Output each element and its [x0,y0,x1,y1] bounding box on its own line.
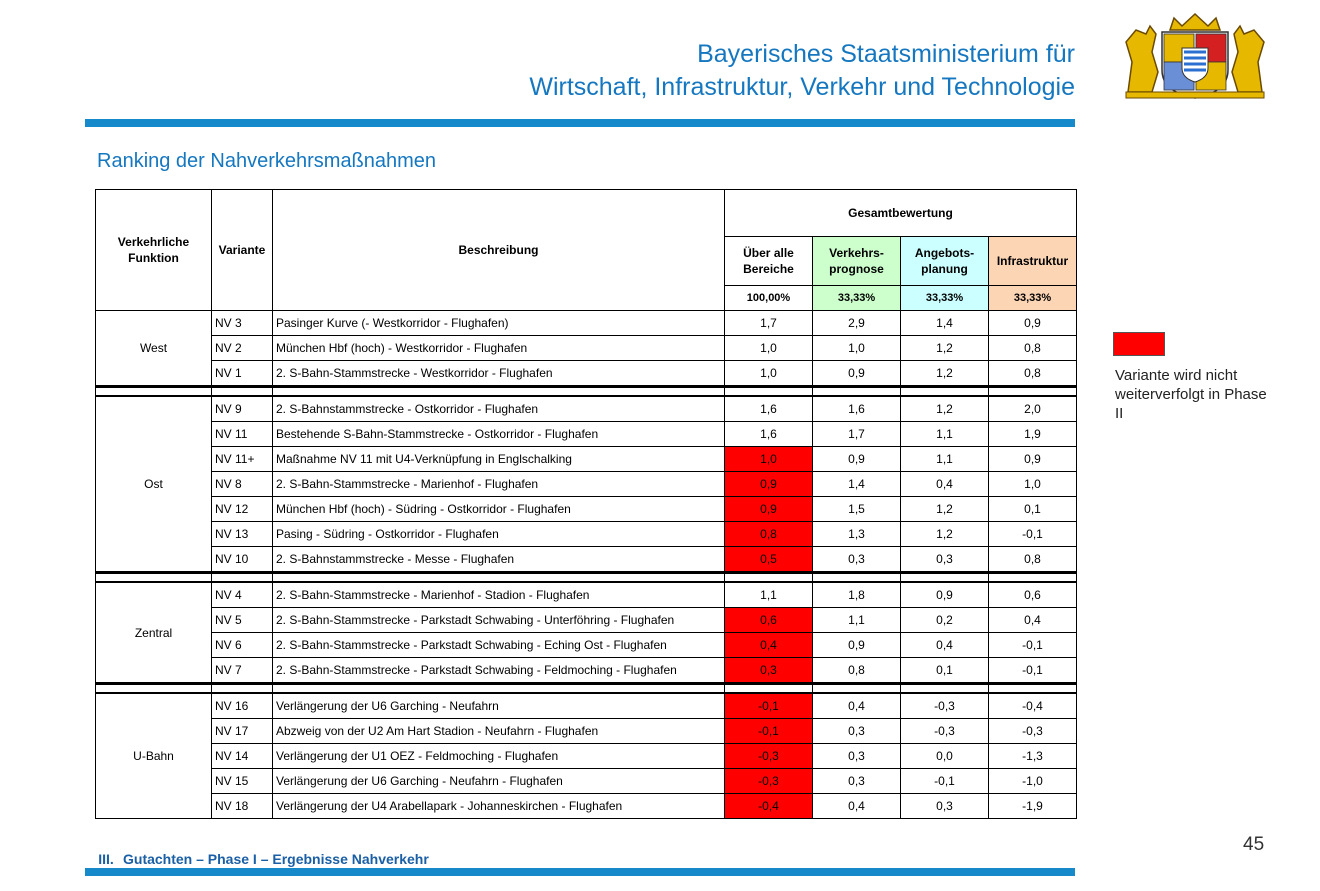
score-overall-cell: 0,6 [725,608,813,633]
score-overall-cell: 0,9 [725,472,813,497]
score-infra-cell: -1,0 [989,769,1077,794]
table-row [96,497,1077,522]
score-overall-cell: 1,1 [725,582,813,608]
table-row [96,744,1077,769]
page-title: Ranking der Nahverkehrsmaßnahmen [97,150,437,172]
separator-cell [273,573,725,583]
separator-cell [989,573,1077,583]
score-angebot-cell: -0,3 [901,693,989,719]
score-verkehr-cell: 0,4 [813,794,901,819]
weight-ueber: 100,00% [725,286,813,311]
variant-cell: NV 3 [212,311,273,336]
separator-cell [989,684,1077,694]
score-infra-cell: 2,0 [989,396,1077,422]
score-overall-cell: 1,6 [725,396,813,422]
ranking-table [95,189,1077,819]
score-infra-cell: 0,8 [989,547,1077,573]
variant-cell: NV 4 [212,582,273,608]
score-infra-cell: -1,9 [989,794,1077,819]
score-overall-cell: -0,3 [725,744,813,769]
page-number: 45 [1243,834,1265,855]
score-verkehr-cell: 0,9 [813,361,901,387]
score-angebot-cell: 1,1 [901,422,989,447]
description-cell: Pasing - Südring - Ostkorridor - Flughafen [273,522,725,547]
score-verkehr-cell: 1,4 [813,472,901,497]
score-infra-cell: 0,9 [989,311,1077,336]
score-infra-cell: 1,0 [989,472,1077,497]
group-separator [96,684,1077,694]
separator-cell [725,387,813,397]
table-row [96,336,1077,361]
score-overall-cell: -0,3 [725,769,813,794]
weight-infra: 33,33% [989,286,1077,311]
table-row [96,719,1077,744]
ministry-line-2: Wirtschaft, Infrastruktur, Verkehr und Technologie [529,73,1075,101]
description-cell: 2. S-Bahn-Stammstrecke - Parkstadt Schwabing - Feldmoching - Flughafen [273,658,725,684]
description-cell: Pasinger Kurve (- Westkorridor - Flughafen) [273,311,725,336]
table-row [96,472,1077,497]
score-angebot-cell: 1,1 [901,447,989,472]
score-overall-cell: -0,1 [725,693,813,719]
separator-cell [96,387,212,397]
group-label: U-Bahn [96,693,212,819]
score-overall-cell: 0,4 [725,633,813,658]
weight-verkehr: 33,33% [813,286,901,311]
score-infra-cell: -0,4 [989,693,1077,719]
variant-cell: NV 11+ [212,447,273,472]
score-verkehr-cell: 0,3 [813,769,901,794]
description-cell: Bestehende S-Bahn-Stammstrecke - Ostkorridor - Flughafen [273,422,725,447]
score-angebot-cell: 1,2 [901,396,989,422]
table-header-row-1 [96,190,1077,237]
score-verkehr-cell: 0,3 [813,547,901,573]
score-verkehr-cell: 0,4 [813,693,901,719]
score-verkehr-cell: 1,7 [813,422,901,447]
table-row [96,769,1077,794]
separator-cell [96,573,212,583]
weight-angebot: 33,33% [901,286,989,311]
score-verkehr-cell: 1,3 [813,522,901,547]
table-row [96,396,1077,422]
variant-cell: NV 13 [212,522,273,547]
description-cell: Maßnahme NV 11 mit U4-Verknüpfung in Englschalking [273,447,725,472]
separator-cell [725,573,813,583]
score-overall-cell: 0,5 [725,547,813,573]
score-infra-cell: -0,1 [989,522,1077,547]
footer [89,851,429,867]
separator-cell [901,573,989,583]
description-cell: Verlängerung der U1 OEZ - Feldmoching - Flughafen [273,744,725,769]
group-label: West [96,311,212,387]
score-infra-cell: 0,9 [989,447,1077,472]
footer-divider [85,868,1075,876]
table-row [96,794,1077,819]
variant-cell: NV 1 [212,361,273,387]
description-cell: Verlängerung der U6 Garching - Neufahrn - Flughafen [273,769,725,794]
header-verkehrsprognose: Verkehrs-prognose [813,237,901,286]
score-verkehr-cell: 0,9 [813,447,901,472]
score-angebot-cell: 1,2 [901,336,989,361]
table-row [96,447,1077,472]
table-row [96,658,1077,684]
score-overall-cell: 1,0 [725,361,813,387]
score-infra-cell: 1,9 [989,422,1077,447]
variant-cell: NV 8 [212,472,273,497]
score-infra-cell: 0,1 [989,497,1077,522]
description-cell: München Hbf (hoch) - Südring - Ostkorridor - Flughafen [273,497,725,522]
footer-text: Gutachten – Phase I – Ergebnisse Nahverkehr [123,851,429,867]
score-angebot-cell: 0,0 [901,744,989,769]
separator-cell [212,684,273,694]
variant-cell: NV 12 [212,497,273,522]
table-row [96,608,1077,633]
score-angebot-cell: 0,4 [901,633,989,658]
score-verkehr-cell: 0,3 [813,744,901,769]
separator-cell [813,387,901,397]
score-angebot-cell: 0,1 [901,658,989,684]
score-verkehr-cell: 2,9 [813,311,901,336]
header-angebotsplanung: Angebots-planung [901,237,989,286]
score-overall-cell: 0,9 [725,497,813,522]
score-overall-cell: 1,0 [725,336,813,361]
score-angebot-cell: 0,3 [901,547,989,573]
score-angebot-cell: 0,2 [901,608,989,633]
score-overall-cell: 1,0 [725,447,813,472]
table-row [96,361,1077,387]
header-variante: Variante [212,190,273,311]
score-angebot-cell: 1,2 [901,522,989,547]
separator-cell [901,684,989,694]
separator-cell [725,684,813,694]
description-cell: 2. S-Bahnstammstrecke - Messe - Flughafen [273,547,725,573]
variant-cell: NV 18 [212,794,273,819]
variant-cell: NV 7 [212,658,273,684]
score-verkehr-cell: 1,1 [813,608,901,633]
score-verkehr-cell: 1,0 [813,336,901,361]
score-verkehr-cell: 1,5 [813,497,901,522]
score-verkehr-cell: 1,6 [813,396,901,422]
ministry-name [529,38,1075,104]
table-row [96,582,1077,608]
description-cell: München Hbf (hoch) - Westkorridor - Flughafen [273,336,725,361]
score-infra-cell: -1,3 [989,744,1077,769]
variant-cell: NV 17 [212,719,273,744]
variant-cell: NV 10 [212,547,273,573]
separator-cell [273,387,725,397]
description-cell: 2. S-Bahn-Stammstrecke - Westkorridor - Flughafen [273,361,725,387]
score-verkehr-cell: 1,8 [813,582,901,608]
group-separator [96,573,1077,583]
score-angebot-cell: 0,3 [901,794,989,819]
variant-cell: NV 15 [212,769,273,794]
score-angebot-cell: 1,2 [901,497,989,522]
table-row [96,547,1077,573]
separator-cell [96,684,212,694]
score-overall-cell: -0,1 [725,719,813,744]
legend-text: Variante wird nicht weiterverfolgt in Phase II [1115,367,1267,422]
score-angebot-cell: -0,3 [901,719,989,744]
group-label: Ost [96,396,212,573]
table-row [96,693,1077,719]
score-overall-cell: 0,8 [725,522,813,547]
description-cell: 2. S-Bahn-Stammstrecke - Parkstadt Schwabing - Unterföhring - Flughafen [273,608,725,633]
score-verkehr-cell: 0,9 [813,633,901,658]
score-infra-cell: 0,4 [989,608,1077,633]
score-angebot-cell: 1,2 [901,361,989,387]
score-infra-cell: -0,1 [989,633,1077,658]
score-overall-cell: 1,7 [725,311,813,336]
score-infra-cell: -0,3 [989,719,1077,744]
description-cell: 2. S-Bahn-Stammstrecke - Marienhof - Flughafen [273,472,725,497]
bavarian-coat-of-arms-icon [1122,12,1268,100]
variant-cell: NV 16 [212,693,273,719]
score-infra-cell: 0,6 [989,582,1077,608]
variant-cell: NV 14 [212,744,273,769]
variant-cell: NV 2 [212,336,273,361]
score-infra-cell: 0,8 [989,361,1077,387]
footer-section-number: III. [98,851,114,867]
ministry-line-1: Bayerisches Staatsministerium für [697,40,1075,68]
score-angebot-cell: 0,4 [901,472,989,497]
variant-cell: NV 9 [212,396,273,422]
separator-cell [273,684,725,694]
separator-cell [813,684,901,694]
group-separator [96,387,1077,397]
separator-cell [901,387,989,397]
table-row [96,633,1077,658]
description-cell: 2. S-Bahn-Stammstrecke - Marienhof - Stadion - Flughafen [273,582,725,608]
description-cell: Abzweig von der U2 Am Hart Stadion - Neufahrn - Flughafen [273,719,725,744]
score-verkehr-cell: 0,8 [813,658,901,684]
header-gesamtbewertung: Gesamtbewertung [725,190,1077,237]
header-beschreibung: Beschreibung [273,190,725,311]
header-ueber-alle: Über alle Bereiche [725,237,813,286]
description-cell: 2. S-Bahn-Stammstrecke - Parkstadt Schwabing - Eching Ost - Flughafen [273,633,725,658]
separator-cell [212,573,273,583]
score-infra-cell: 0,8 [989,336,1077,361]
table-row [96,311,1077,336]
table-row [96,422,1077,447]
description-cell: 2. S-Bahnstammstrecke - Ostkorridor - Flughafen [273,396,725,422]
group-label: Zentral [96,582,212,684]
header-funktion: Verkehrliche Funktion [96,190,212,311]
score-angebot-cell: 0,9 [901,582,989,608]
score-angebot-cell: -0,1 [901,769,989,794]
score-overall-cell: 0,3 [725,658,813,684]
variant-cell: NV 11 [212,422,273,447]
header-infrastruktur: Infrastruktur [989,237,1077,286]
score-angebot-cell: 1,4 [901,311,989,336]
score-overall-cell: -0,4 [725,794,813,819]
legend-red-swatch [1113,332,1165,356]
score-overall-cell: 1,6 [725,422,813,447]
table-row [96,522,1077,547]
header-divider [85,119,1075,127]
score-verkehr-cell: 0,3 [813,719,901,744]
separator-cell [212,387,273,397]
score-infra-cell: -0,1 [989,658,1077,684]
description-cell: Verlängerung der U6 Garching - Neufahrn [273,693,725,719]
variant-cell: NV 5 [212,608,273,633]
variant-cell: NV 6 [212,633,273,658]
separator-cell [989,387,1077,397]
description-cell: Verlängerung der U4 Arabellapark - Johanneskirchen - Flughafen [273,794,725,819]
separator-cell [813,573,901,583]
